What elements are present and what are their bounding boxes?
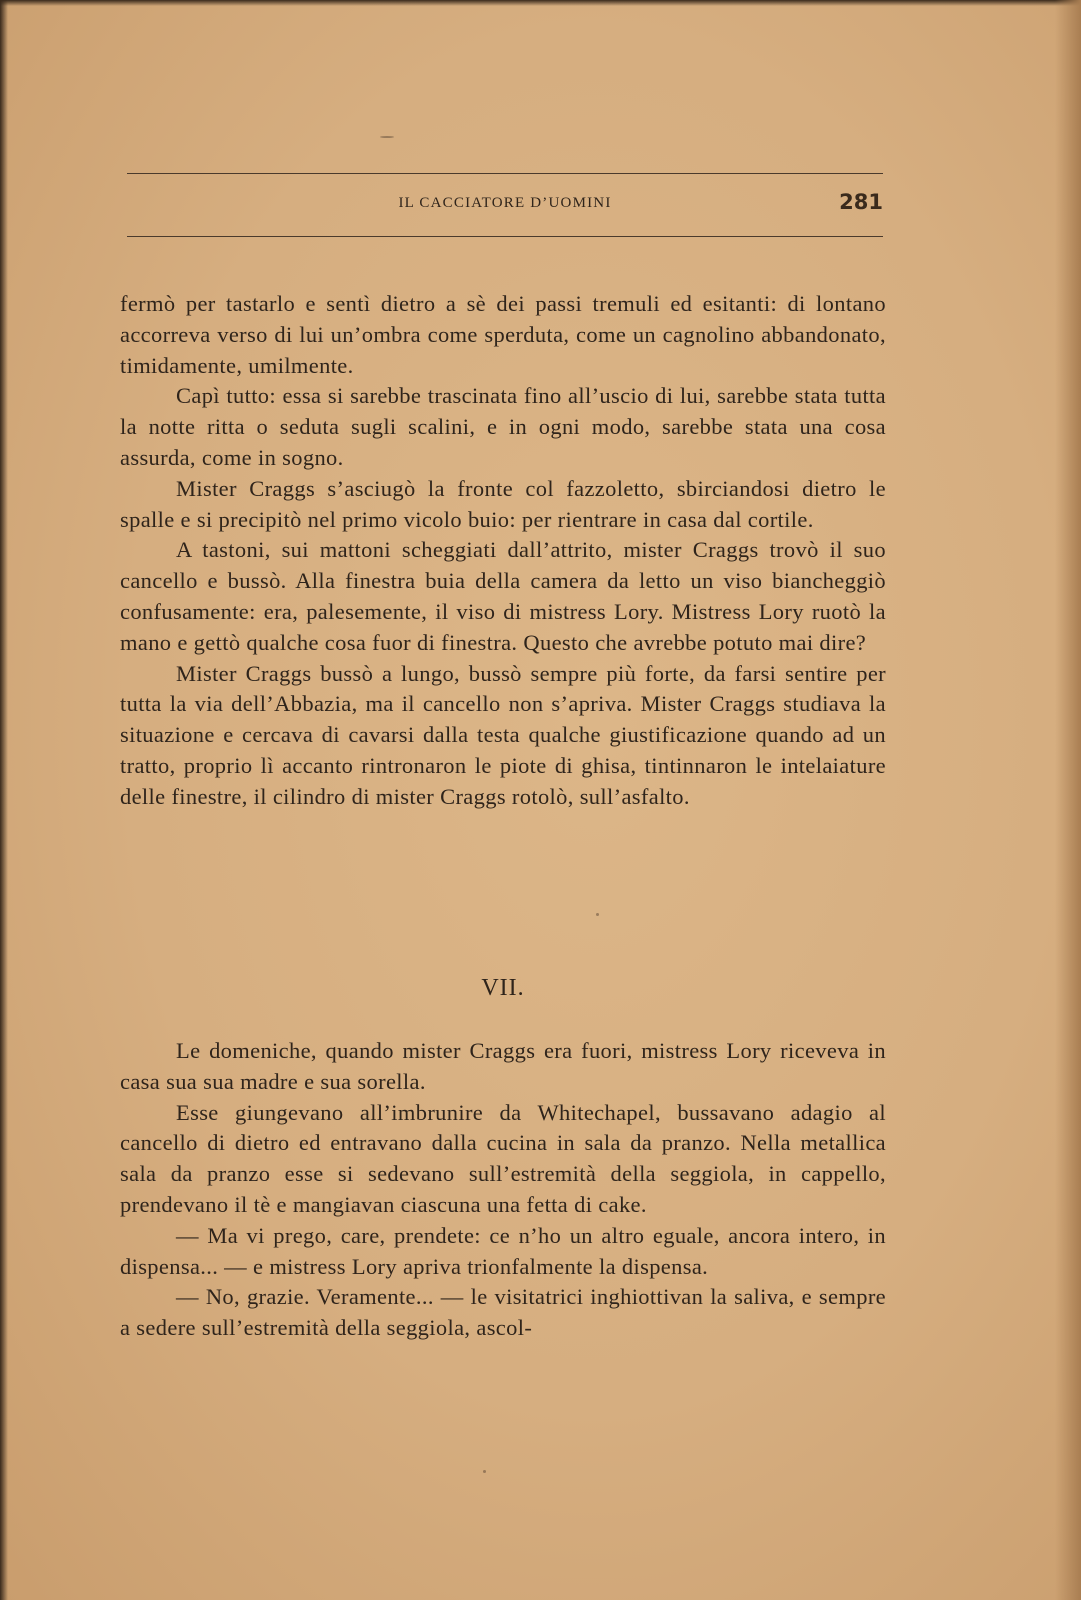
running-title: IL CACCIATORE D’UOMINI <box>398 195 612 211</box>
paragraph: Mister Craggs s’asciugò la fronte col fazzoletto, sbirciandosi dietro le spalle e si precipitò nel primo vicolo buio: per rientrare in casa dal cortile. <box>120 475 886 532</box>
page-edge-left <box>0 0 8 1600</box>
paragraph: — No, grazie. Veramente... — le visitatrici inghiottivan la saliva, e sempre a sedere sull’estremità della seggiola, ascol- <box>120 1284 886 1341</box>
page-edge-top <box>0 0 1081 6</box>
header-rule-bottom <box>127 236 883 237</box>
page-number: 281 <box>839 190 883 214</box>
paragraph: Esse giungevano all’imbrunire da Whitechapel, bussavano adagio al cancello di dietro ed entravano dalla cucina in sala da pranzo. Nella metallica sala da pranzo esse si sedevano sull’estremità della seggiola, in cappello, prendevano il tè e mangiavan ciascuna una fetta di cake. <box>120 1099 886 1217</box>
paragraph: fermò per tastarlo e sentì dietro a sè dei passi tremuli ed esitanti: di lontano accorreva verso di lui un’ombra come sperduta, come un cagnolino abbandonato, timidamente, umilmente. <box>120 291 886 378</box>
page-edge-right <box>1055 0 1081 1600</box>
paper-speck <box>483 1470 486 1473</box>
body-text-section-1 <box>120 289 886 813</box>
chapter-heading: VII. <box>481 975 525 1001</box>
paper-speck <box>380 136 394 138</box>
paper-speck <box>596 913 599 916</box>
paragraph: Mister Craggs bussò a lungo, bussò sempre più forte, da farsi sentire per tutta la via dell’Abbazia, ma il cancello non s’apriva. Mister Craggs studiava la situazione e cercava di cavarsi dalla testa qualche giustificazione quando ad un tratto, proprio lì accanto rintronaron le piote di ghisa, tintinnaron le intelaiature delle finestre, il cilindro di mister Craggs rotolò, sull’asfalto. <box>120 660 886 809</box>
header-rule-top <box>127 173 883 174</box>
running-header <box>127 190 883 218</box>
paragraph: Le domeniche, quando mister Craggs era fuori, mistress Lory riceveva in casa sua sua madre e sua sorella. <box>120 1038 886 1094</box>
paragraph: Capì tutto: essa si sarebbe trascinata fino all’uscio di lui, sarebbe stata tutta la notte ritta o seduta sugli scalini, e in ogni modo, sarebbe stata una cosa assurda, come in sogno. <box>120 383 886 470</box>
body-text-section-2 <box>120 1036 886 1344</box>
paragraph: — Ma vi prego, care, prendete: ce n’ho un altro eguale, ancora intero, in dispensa... — e mistress Lory apriva trionfalmente la dispensa. <box>120 1222 886 1279</box>
paragraph: A tastoni, sui mattoni scheggiati dall’attrito, mister Craggs trovò il suo cancello e bussò. Alla finestra buia della camera da letto un viso biancheggiò confusamente: era, palesemente, il viso di mistress Lory. Mistress Lory ruotò la mano e gettò qualche cosa fuor di finestra. Questo che avrebbe potuto mai dire? <box>120 537 886 655</box>
